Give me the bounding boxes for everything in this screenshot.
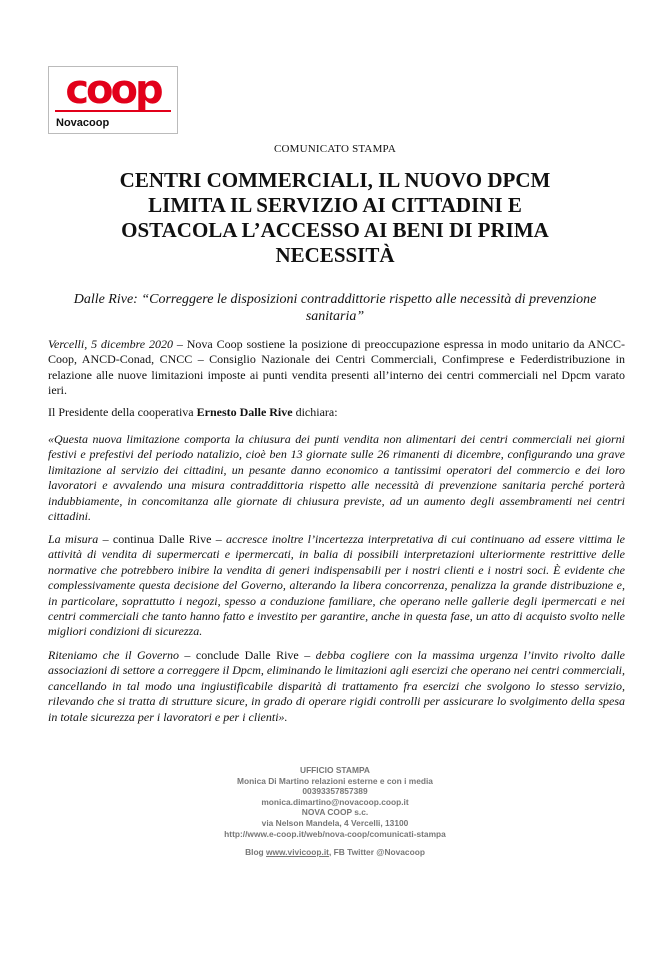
paragraph-attribution [48,405,625,420]
footer-line: Monica Di Martino relazioni esterne e con i media [237,775,433,786]
footer-phone: 00393357857389 [302,786,368,797]
quote-text: accresce inoltre l’incertezza interpretativa di cui continuano ad essere vittima le attività di vendita di supermercati e ipermercati, in balia di possibili interpretazioni ulteriormente restrittive delle normative che potrebbero inibire la vendita di generi indispensabili per i nostri clienti e i nostri soci. È evidente che complessivamente questa decisione del Governo, alterando la libera concorrenza, penalizza la grande distribuzione e, in particolare, soprattutto i negozi, spesso a conduzione familiare, che operano nelle gallerie degli ipermercati e nei centri commerciali che tanto hanno fatto e investito per garantire, anche in questa fase, un atto di acquisto svolto nelle migliori condizioni di sicurezza. [48,532,625,639]
quote-lead: Riteniamo che il Governo [48,648,179,662]
quote-attribution: – conclude Dalle Rive – [178,648,316,662]
quote-text: debba cogliere con la massima urgenza l’invito rivolto dalle associazioni di settore a correggere il Dpcm, eliminando le limitazioni agli esercizi che operano nei centri commerciali, cancellando in tal modo una ingiustificabile disparità di trattamento fra esercizi che svolgono lo stesso servizio, rilevando che si tratta di strutture sicure, in grado di operare rigidi controlli per assicurare lo svolgimento della spesa in totale sicurezza per i lavoratori e per i clienti». [48,648,625,724]
headline-line: OSTACOLA L’ACCESSO AI BENI DI PRIMA [121,218,549,242]
blog-link[interactable]: www.vivicoop.it [266,847,329,858]
footer-line: NOVA COOP s.c. [301,807,369,818]
president-name: Ernesto Dalle Rive [196,405,293,419]
logo-text: coop [65,67,161,113]
footer-address: via Nelson Mandela, 4 Vercelli, 13100 [261,817,409,828]
press-release-kicker: COMUNICATO STAMPA [273,143,397,155]
paragraph-intro [48,337,625,399]
attribution-text-end: dichiara: [292,405,338,419]
quote-lead: La misura [48,532,99,546]
footer-social [190,847,480,858]
footer-line: UFFICIO STAMPA [300,765,370,775]
coop-logo [48,66,178,134]
intro-text: – Nova Coop sostiene la posizione di preoccupazione espressa in modo unitario da ANCC-Coop, ANCD-Conad, CNCC – Consiglio Nazionale dei Centri Commerciali, Confimprese e Federdistribuzione in relazione alle nuove limitazioni imposte ai punti vendita presenti all’interno dei centri commerciali nel Dpcm varato ieri. [48,337,625,398]
headline-line: LIMITA IL SERVIZIO AI CITTADINI E [148,193,522,217]
social-text: , FB Twitter @Novacoop [328,847,425,858]
press-office-footer [190,765,480,858]
paragraph-quote-2 [48,532,625,640]
footer-email[interactable]: monica.dimartino@novacoop.coop.it [261,796,409,807]
quote-attribution: – continua Dalle Rive – [98,532,226,546]
attribution-text: Il Presidente della cooperativa [48,405,197,419]
logo-subtext: Novacoop [56,117,110,129]
footer-url[interactable]: http://www.e-coop.it/web/nova-coop/comunicati-stampa [224,828,446,839]
coop-logo-mark [49,67,177,133]
dateline: Vercelli, 5 dicembre 2020 [48,337,173,351]
headline-line: NECESSITÀ [275,243,395,267]
headline [60,168,610,268]
headline-line: CENTRI COMMERCIALI, IL NUOVO DPCM [119,168,551,192]
subheadline: Dalle Rive: “Correggere le disposizioni contraddittorie rispetto alle necessità di prevenzione sanitaria” [73,292,597,324]
paragraph-quote-3 [48,648,625,725]
blog-label: Blog [245,847,266,858]
paragraph-quote-1: «Questa nuova limitazione comporta la chiusura dei punti vendita non alimentari dei centri commerciali nei giorni festivi e prefestivi del periodo natalizio, cioè ben 13 giornate sulle 26 rimanenti di dicembre, configurando una grave limitazione al servizio dei cittadini, un pesante danno economico a tantissimi operatori del commercio e dei loro lavoratori e avvalendo una misura contraddittoria rispetto alle necessità di prevenzione sanitaria perché porterà indubbiamente, in concomitanza alle giornate di chiusura previste, ad un aumento degli assembramenti nei centri cittadini. [48,432,625,524]
